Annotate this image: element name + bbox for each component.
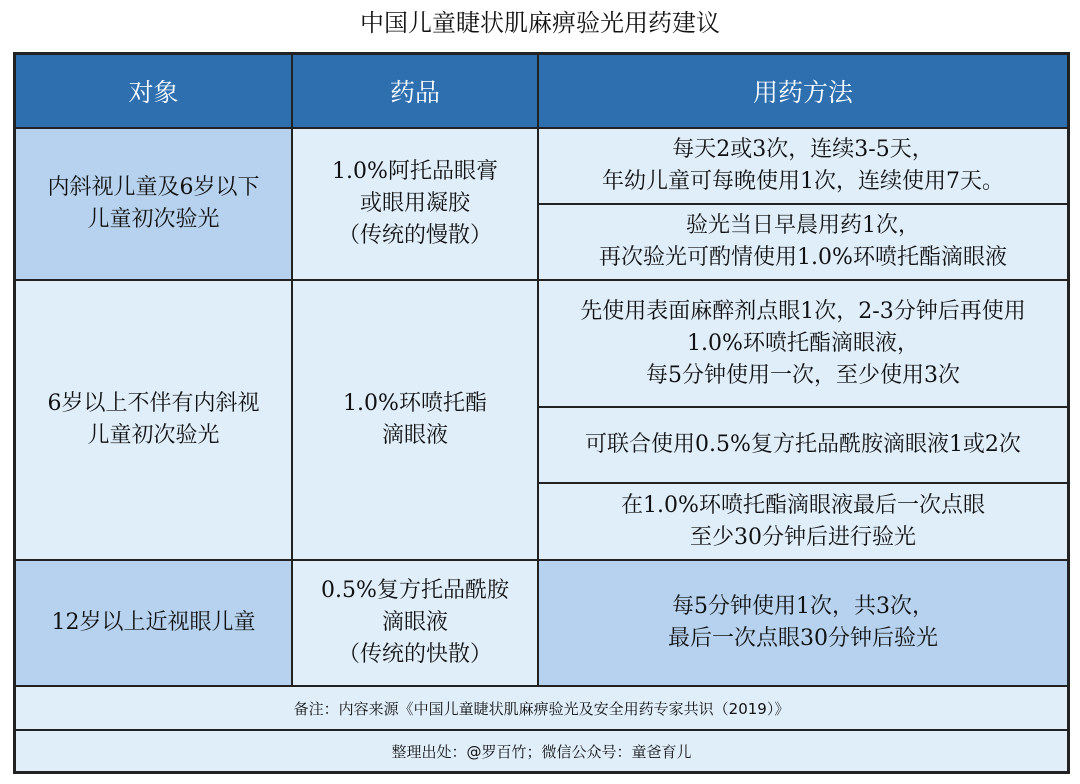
- row3-method-1: 每5分钟使用1次，共3次， 最后一次点眼30分钟后验光: [538, 560, 1068, 686]
- row1-method-2: 验光当日早晨用药1次， 再次验光可酌情使用1.0%环喷托酯滴眼液: [538, 204, 1068, 280]
- row3-drug: 0.5%复方托品酰胺 滴眼液 （传统的快散）: [292, 560, 538, 686]
- row2-drug: 1.0%环喷托酯 滴眼液: [292, 280, 538, 560]
- footer-note: 备注：内容来源《中国儿童睫状肌麻痹验光及安全用药专家共识（2019）》: [15, 686, 1068, 730]
- row2-method-3: 在1.0%环喷托酯滴眼液最后一次点眼 至少30分钟后进行验光: [538, 483, 1068, 560]
- row3-target: 12岁以上近视眼儿童: [15, 560, 292, 686]
- row2-method-1: 先使用表面麻醉剂点眼1次，2-3分钟后再使用 1.0%环喷托酯滴眼液， 每5分钟使用一次，至少使用3次: [538, 280, 1068, 407]
- row1-drug: 1.0%阿托品眼膏 或眼用凝胶 （传统的慢散）: [292, 128, 538, 280]
- row1-method-1: 每天2或3次，连续3-5天， 年幼儿童可每晚使用1次，连续使用7天。: [538, 128, 1068, 204]
- footer-credit: 整理出处：@罗百竹；微信公众号：童爸育儿: [15, 730, 1068, 772]
- medication-table: [13, 52, 1070, 774]
- page-title: 中国儿童睫状肌麻痹验光用药建议: [360, 9, 720, 37]
- row2-target: 6岁以上不伴有内斜视 儿童初次验光: [15, 280, 292, 560]
- header-method: 用药方法: [538, 54, 1068, 128]
- header-target: 对象: [15, 54, 292, 128]
- row1-target: 内斜视儿童及6岁以下 儿童初次验光: [15, 128, 292, 280]
- row2-method-2: 可联合使用0.5%复方托品酰胺滴眼液1或2次: [538, 407, 1068, 483]
- header-drug: 药品: [292, 54, 538, 128]
